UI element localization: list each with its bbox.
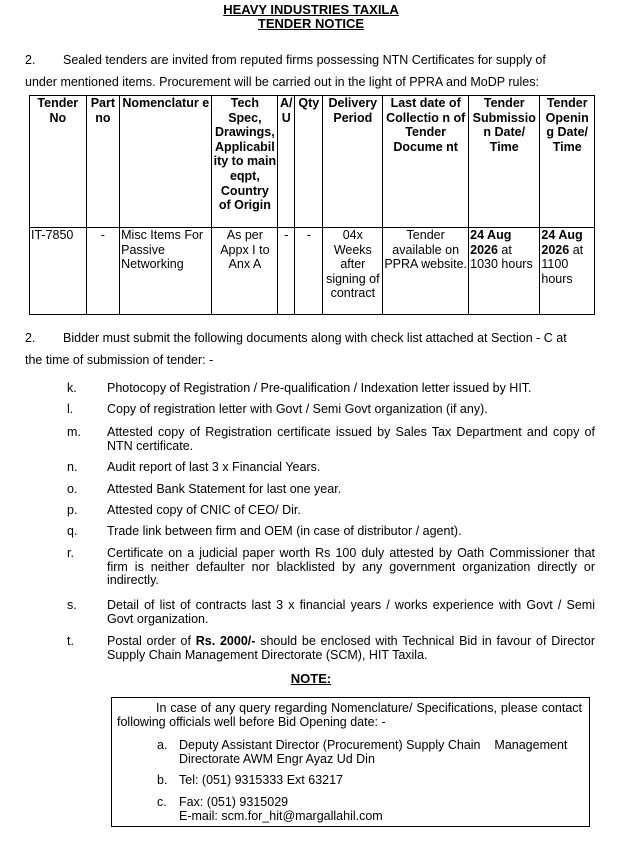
documents-line-2: the time of submission of tender: - bbox=[25, 353, 214, 367]
tender-table bbox=[29, 95, 595, 315]
intro-number: 2. bbox=[25, 53, 36, 67]
intro-line-2: under mentioned items. Procurement will be carried out in the light of PPRA and MoDP rules: bbox=[25, 75, 539, 89]
cell-delivery: 04x Weeks after signing of contract bbox=[323, 228, 383, 315]
opening-date: 24 Aug 2026 bbox=[541, 228, 583, 257]
header-nomenclature: Nomenclatur e bbox=[120, 96, 212, 228]
intro-line-1: 2. Sealed tenders are invited from reputed firms possessing NTN Certificates for supply of bbox=[25, 49, 600, 71]
tender-notice-title: TENDER NOTICE bbox=[257, 16, 365, 31]
cell-submission bbox=[469, 228, 540, 315]
header-delivery: Delivery Period bbox=[323, 96, 383, 228]
submission-time: at 1030 hours bbox=[470, 242, 533, 272]
org-title: HEAVY INDUSTRIES TAXILA bbox=[223, 2, 399, 17]
cell-tech-spec: As per Appx I to Anx A bbox=[212, 228, 278, 315]
header-tender-no: Tender No bbox=[30, 96, 87, 228]
table-row bbox=[30, 228, 595, 315]
cell-opening bbox=[540, 228, 595, 315]
header-au: A/ U bbox=[278, 96, 295, 228]
documents-line-1: 2. Bidder must submit the following documents along with check list attached at Section - C at bbox=[25, 327, 600, 349]
documents-paragraph bbox=[25, 327, 600, 371]
note-heading: NOTE: bbox=[290, 671, 332, 686]
cell-last-date: Tender available on PPRA website. bbox=[383, 228, 469, 315]
opening-time: at 1100 hours bbox=[541, 242, 584, 286]
header-submission: Tender Submissio n Date/ Time bbox=[469, 96, 540, 228]
header-opening: Tender Openin g Date/ Time bbox=[540, 96, 595, 228]
contact-email: E-mail: scm.for_hit@margallahil.com bbox=[179, 809, 383, 823]
cell-part-no: - bbox=[86, 228, 120, 315]
header-tech-spec: Tech Spec, Drawings, Applicabil ity to main eqpt, Country of Origin bbox=[212, 96, 278, 228]
cell-qty: - bbox=[295, 228, 323, 315]
cell-nomenclature: Misc Items For Passive Networking bbox=[120, 228, 212, 315]
intro-paragraph bbox=[25, 49, 600, 93]
contact-intro: In case of any query regarding Nomenclature/ Specifications, please contact following officials well before Bid Opening date: - bbox=[117, 701, 582, 729]
documents-number: 2. bbox=[25, 331, 36, 345]
table-header-row bbox=[30, 96, 595, 228]
cell-au: - bbox=[278, 228, 295, 315]
postal-order-amount: Rs. 2000/- bbox=[195, 634, 256, 648]
header-qty: Qty bbox=[295, 96, 323, 228]
header-part-no: Part no bbox=[86, 96, 120, 228]
submission-date: 24 Aug 2026 bbox=[470, 228, 512, 257]
header-last-date: Last date of Collectio n of Tender Docume nt bbox=[383, 96, 469, 228]
cell-tender-no: IT-7850 bbox=[30, 228, 87, 315]
contact-box: In case of any query regarding Nomenclature/ Specifications, please contact following officials well before Bid Opening date: - a. Deputy Assistant Director (Procurement) Supply Chain Management Directorate AWM Engr Ayaz Ud Din b. Tel: (051) 9315333 Ext 63217 c. Fax: (051) 9315029 E-mail: scm.for_hit@margallahil.com bbox=[111, 697, 590, 827]
